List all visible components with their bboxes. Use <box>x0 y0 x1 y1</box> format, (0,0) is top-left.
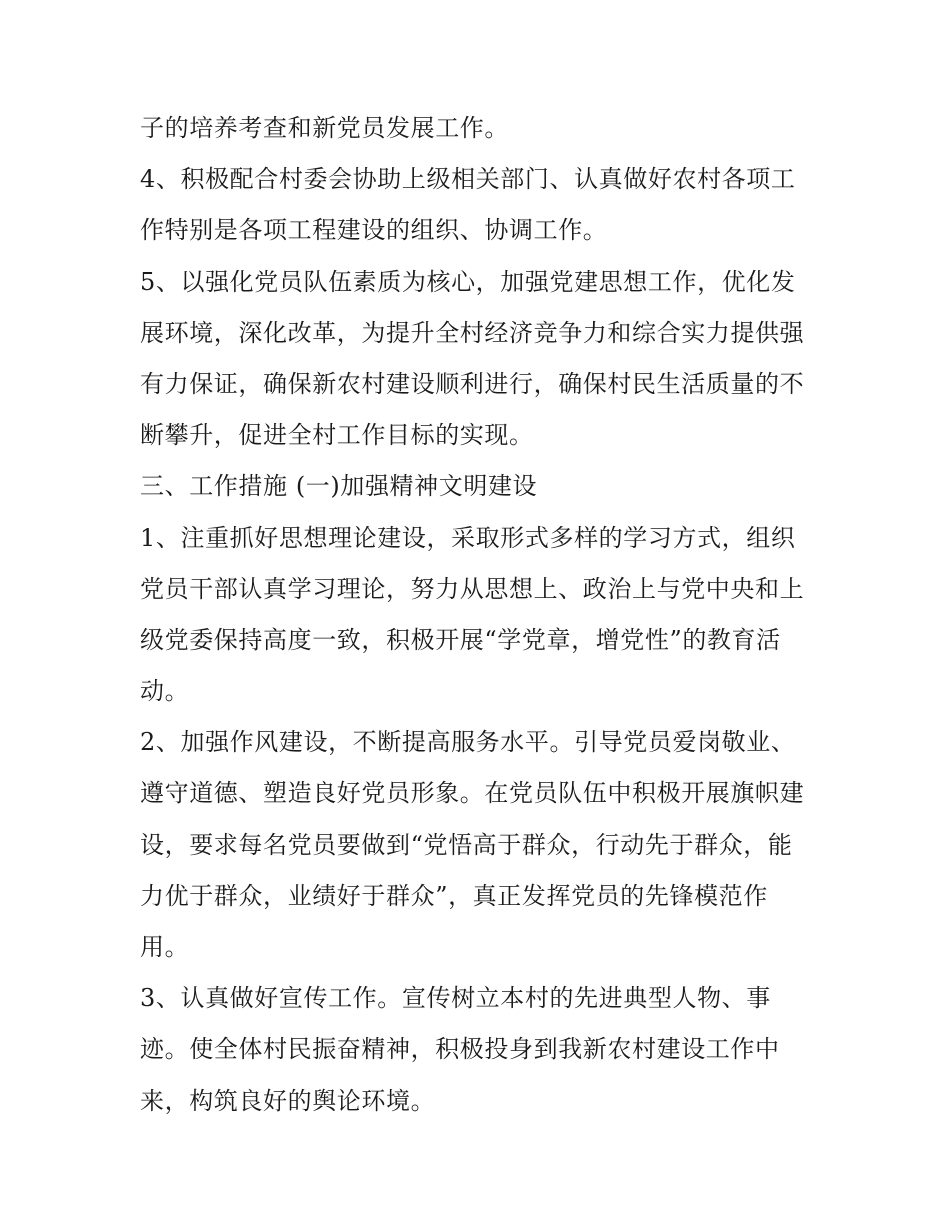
text-line: 迹。使全体村民振奋精神，积极投身到我新农村建设工作中 <box>140 1035 780 1064</box>
text-line: 5、以强化党员队伍素质为核心，加强党建思想工作，优化发 <box>140 267 796 296</box>
text-line: 有力保证，确保新农村建设顺利进行，确保村民生活质量的不 <box>140 369 805 398</box>
text-line: 级党委保持高度一致，积极开展“学党章，增党性”的教育活 <box>140 625 781 654</box>
document-body <box>140 103 820 1127</box>
text-line: 4、积极配合村委会协助上级相关部门、认真做好农村各项工 <box>140 165 796 194</box>
text-line: 1、注重抓好思想理论建设，采取形式多样的学习方式，组织 <box>140 523 796 552</box>
text-line: 3、认真做好宣传工作。宣传树立本村的先进典型人物、事 <box>140 984 771 1013</box>
text-line: 党员干部认真学习理论，努力从思想上、政治上与党中央和上 <box>140 574 805 603</box>
text-line: 2、加强作风建设，不断提高服务水平。引导党员爱岗敬业、 <box>140 728 796 757</box>
text-line: 子的培养考查和新党员发展工作。 <box>140 114 509 142</box>
text-line: 动。 <box>140 677 190 706</box>
section-heading: 三、工作措施 (一)加强精神文明建设 <box>140 472 538 501</box>
text-line: 来，构筑良好的舆论环境。 <box>140 1086 436 1115</box>
text-line: 遵守道德、塑造良好党员形象。在党员队伍中积极开展旗帜建 <box>140 779 805 808</box>
text-line: 展环境，深化改革，为提升全村经济竞争力和综合实力提供强 <box>140 318 805 347</box>
text-line: 设，要求每名党员要做到“党悟高于群众，行动先于群众，能 <box>140 830 793 859</box>
text-line: 断攀升，促进全村工作目标的实现。 <box>140 421 534 450</box>
text-line: 用。 <box>140 933 190 961</box>
text-line: 作特别是各项工程建设的组织、协调工作。 <box>140 216 608 245</box>
text-line: 力优于群众，业绩好于群众”，真正发挥党员的先锋模范作 <box>140 881 768 910</box>
